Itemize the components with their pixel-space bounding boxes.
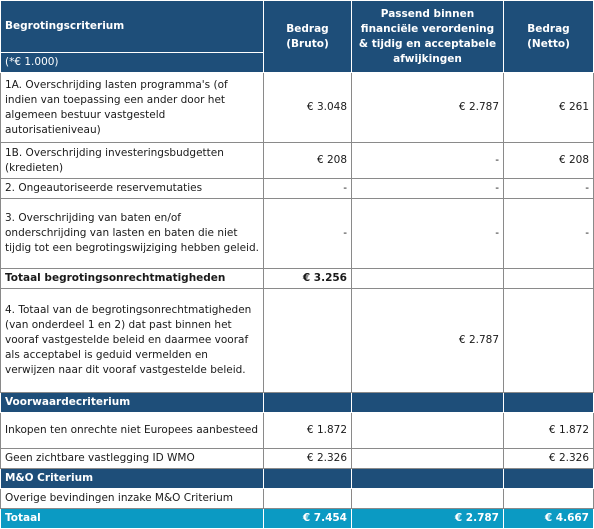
row-netto xyxy=(504,489,594,509)
header-unit-note: (*€ 1.000) xyxy=(1,53,264,73)
total-bruto: € 7.454 xyxy=(264,509,352,529)
row-bruto: € 208 xyxy=(264,143,352,179)
total-netto: € 4.667 xyxy=(504,509,594,529)
section-cell xyxy=(504,393,594,413)
row-passend xyxy=(352,489,504,509)
section-cell xyxy=(504,469,594,489)
header-bedrag-bruto: Bedrag (Bruto) xyxy=(264,1,352,73)
row-netto: - xyxy=(504,199,594,269)
table-row xyxy=(1,143,594,179)
row-label: 4. Totaal van de begrotingsonrechtmatigheden (van onderdeel 1 en 2) dat past binnen het vooraf vastgestelde beleid en daarmee vooraf als acceptabel is geduid vermelden en verwijzen naar dit vooraf vastgestelde beleid. xyxy=(1,289,264,393)
row-passend: - xyxy=(352,143,504,179)
header-bedrag-netto: Bedrag (Netto) xyxy=(504,1,594,73)
section-title: M&O Criterium xyxy=(1,469,264,489)
row-bruto: - xyxy=(264,179,352,199)
table-row xyxy=(1,449,594,469)
section-header-row xyxy=(1,393,594,413)
row-bruto xyxy=(264,489,352,509)
row-bruto: € 2.326 xyxy=(264,449,352,469)
table-row xyxy=(1,73,594,143)
total-row xyxy=(1,509,594,529)
total-passend: € 2.787 xyxy=(352,509,504,529)
table-row xyxy=(1,489,594,509)
row-bruto: € 3.048 xyxy=(264,73,352,143)
row-netto: € 2.326 xyxy=(504,449,594,469)
section-cell xyxy=(264,393,352,413)
section-title: Voorwaardecriterium xyxy=(1,393,264,413)
row-label: Geen zichtbare vastlegging ID WMO xyxy=(1,449,264,469)
header-begrotingscriterium: Begrotingscriterium xyxy=(1,1,264,53)
section-header-row xyxy=(1,469,594,489)
header-passend-binnen: Passend binnen financiële verordening & tijdig en acceptabele afwijkingen xyxy=(352,1,504,73)
row-passend: € 2.787 xyxy=(352,289,504,393)
row-netto xyxy=(504,269,594,289)
row-label: 1B. Overschrijding investeringsbudgetten (kredieten) xyxy=(1,143,264,179)
row-label: Overige bevindingen inzake M&O Criterium xyxy=(1,489,264,509)
total-label: Totaal xyxy=(1,509,264,529)
section-cell xyxy=(352,393,504,413)
row-label: 1A. Overschrijding lasten programma's (of indien van toepassing een ander door het algemeen bestuur vastgesteld autorisatieniveau) xyxy=(1,73,264,143)
row-bruto: € 1.872 xyxy=(264,413,352,449)
row-label: 2. Ongeautoriseerde reservemutaties xyxy=(1,179,264,199)
table-row-subtotal xyxy=(1,269,594,289)
section-cell xyxy=(352,469,504,489)
row-passend xyxy=(352,413,504,449)
row-passend: - xyxy=(352,179,504,199)
table-header-row xyxy=(1,1,594,53)
row-netto: € 1.872 xyxy=(504,413,594,449)
row-netto xyxy=(504,289,594,393)
row-netto: € 261 xyxy=(504,73,594,143)
row-label: Inkopen ten onrechte niet Europees aanbesteed xyxy=(1,413,264,449)
row-netto: - xyxy=(504,179,594,199)
row-label: Totaal begrotingsonrechtmatigheden xyxy=(1,269,264,289)
row-netto: € 208 xyxy=(504,143,594,179)
table-row xyxy=(1,179,594,199)
row-label: 3. Overschrijding van baten en/of onderschrijding van lasten en baten die niet tijdig tot een begrotingswijziging hebben geleid. xyxy=(1,199,264,269)
row-bruto: € 3.256 xyxy=(264,269,352,289)
row-bruto: - xyxy=(264,199,352,269)
table-row xyxy=(1,199,594,269)
row-bruto xyxy=(264,289,352,393)
row-passend: € 2.787 xyxy=(352,73,504,143)
table-row xyxy=(1,289,594,393)
row-passend: - xyxy=(352,199,504,269)
row-passend xyxy=(352,269,504,289)
section-cell xyxy=(264,469,352,489)
table-row xyxy=(1,413,594,449)
row-passend xyxy=(352,449,504,469)
